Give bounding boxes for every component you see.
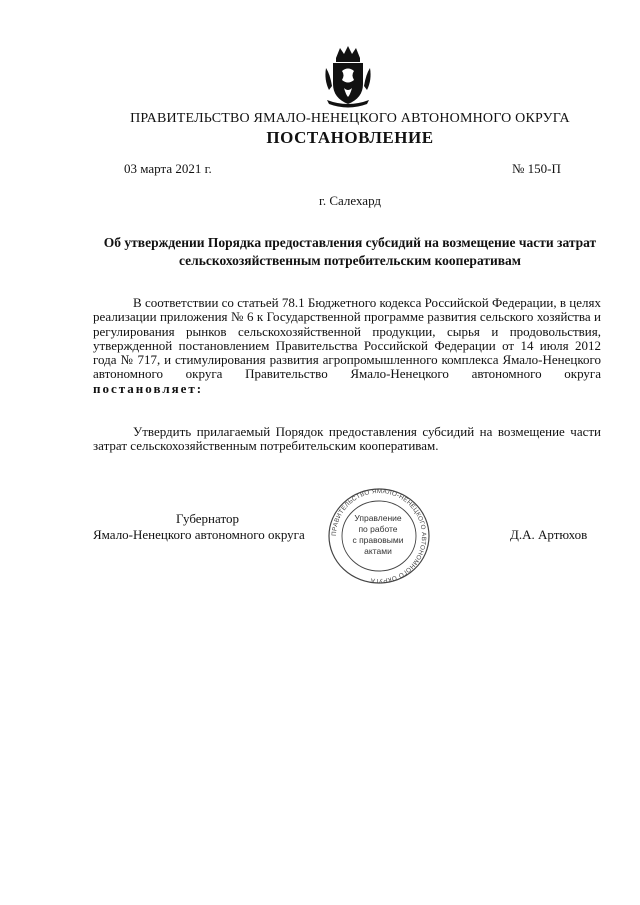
document-type-heading: ПОСТАНОВЛЕНИЕ	[266, 128, 434, 147]
government-name: ПРАВИТЕЛЬСТВО ЯМАЛО-НЕНЕЦКОГО АВТОНОМНОГО ОКРУГА	[130, 111, 570, 126]
stamp-line-3: с правовыми	[352, 535, 404, 545]
signatory-name: Д.А. Артюхов	[510, 527, 588, 542]
document-title: Об утверждении Порядка предоставления субсидий на возмещение части затрат сельскохозяйственным потребительским кооперативам	[103, 235, 597, 268]
stamp-center-text	[344, 513, 412, 557]
stamp-line-2: по работе	[358, 524, 398, 534]
stamp-line-4: актами	[364, 546, 392, 556]
paragraph-1-text: В соответствии со статьей 78.1 Бюджетного кодекса Российской Федерации, в целях реализации приложения № 6 к Государственной программе развития сельского хозяйства и регулирования рынков сельскохозяйственной продукции, сырья и продовольствия, утвержденной постановлением Правительства Российской Федерации от 14 июля 2012 года № 717, и стимулирования развития агропромышленного комплекса Ямало-Ненецкого автономного округа Правительство Ямало-Ненецкого автономного округа	[93, 295, 601, 382]
resolve-keyword: постановляет:	[93, 380, 204, 396]
signatory-title-line-2: Ямало-Ненецкого автономного округа	[93, 527, 305, 542]
body-paragraph-1	[93, 296, 601, 396]
coat-of-arms-emblem	[323, 44, 373, 108]
document-city: г. Салехард	[318, 193, 382, 208]
document-date: 03 марта 2021 г.	[124, 161, 212, 176]
body-paragraph-2: Утвердить прилагаемый Порядок предоставления субсидий на возмещение части затрат сельскохозяйственным потребительским кооперативам.	[93, 424, 601, 454]
signatory-title-line-1: Губернатор	[176, 511, 239, 526]
document-number: № 150-П	[512, 161, 561, 176]
stamp-ring-text: ПРАВИТЕЛЬСТВО ЯМАЛО-НЕНЕЦКОГО АВТОНОМНОГО ОКРУГА	[330, 487, 428, 585]
official-stamp	[318, 486, 440, 586]
stamp-line-1: Управление	[354, 513, 402, 523]
